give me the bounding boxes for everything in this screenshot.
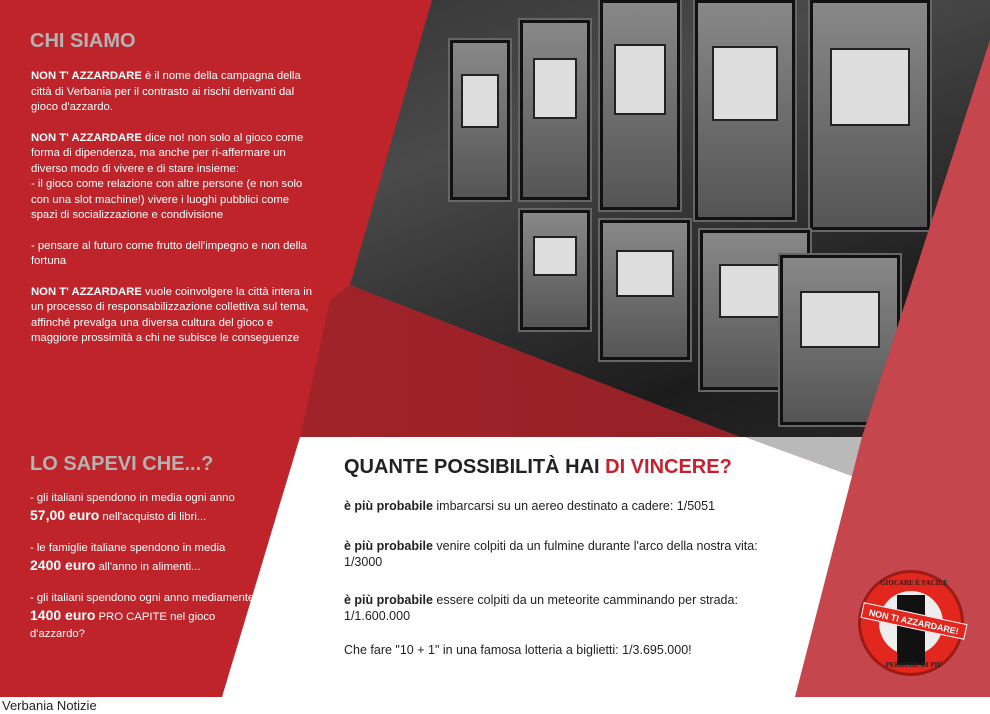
logo-top-text: GIOCARE È FACILE [880,579,948,587]
quante-title: QUANTE POSSIBILITÀ HAI DI VINCERE? [344,456,732,478]
probability-item: è più probabile essere colpiti da un meteorite camminando per strada: 1/1.600.000 [344,593,738,623]
logo-bottom-text: PERDERE DI PIÙ [885,661,943,669]
campaign-logo [858,570,964,676]
chi-siamo-title: CHI SIAMO [30,30,136,52]
lottery-item: Che fare "10 + 1" in una famosa lotteria a biglietti: 1/3.695.000! [344,643,692,657]
chi-siamo-text: NON T' AZZARDARE è il nome della campagna della città di Verbania per il contrasto ai rischi derivanti dal gioco d'azzardo. NON T' AZZARDARE dice no! non solo al gioco come forma di dipendenza, ma anche per ri-affermare un diverso modo di vivere e di stare insieme: - il gioco come relazione con altre persone (e non solo con una slot machine!) vivere i luoghi pubblici come spazi di socializzazione e condivisione - pensare al futuro come frutto dell'impegno e non della fortuna NON T' AZZARDARE vuole coinvolgere la città intera in un processo di responsabilizzazione collettiva sul tema, affinché prevalga una diversa cultura del gioco e maggiore prossimità a chi ne subisce le conseguenze [31,70,313,344]
footer-credit: Verbania Notizie [2,698,97,713]
probability-item: è più probabile imbarcarsi su un aereo destinato a cadere: 1/5051 [344,499,716,513]
logo-band-text: NON TI AZZARDARE! [860,602,967,640]
lo-sapevi-list: - gli italiani spendono in media ogni anno 57,00 euro nell'acquisto di libri... - le famiglie italiane spendono in media 2400 euro all'anno in alimenti... - gli italiani spendono ogni anno mediamente 1400 euro PRO CAPITE nel gioco d'azzardo? [30,492,255,640]
probability-item: è più probabile venire colpiti da un fulmine durante l'arco della nostra vita: 1/3000 [344,539,758,569]
lo-sapevi-title: LO SAPEVI CHE...? [30,453,214,475]
